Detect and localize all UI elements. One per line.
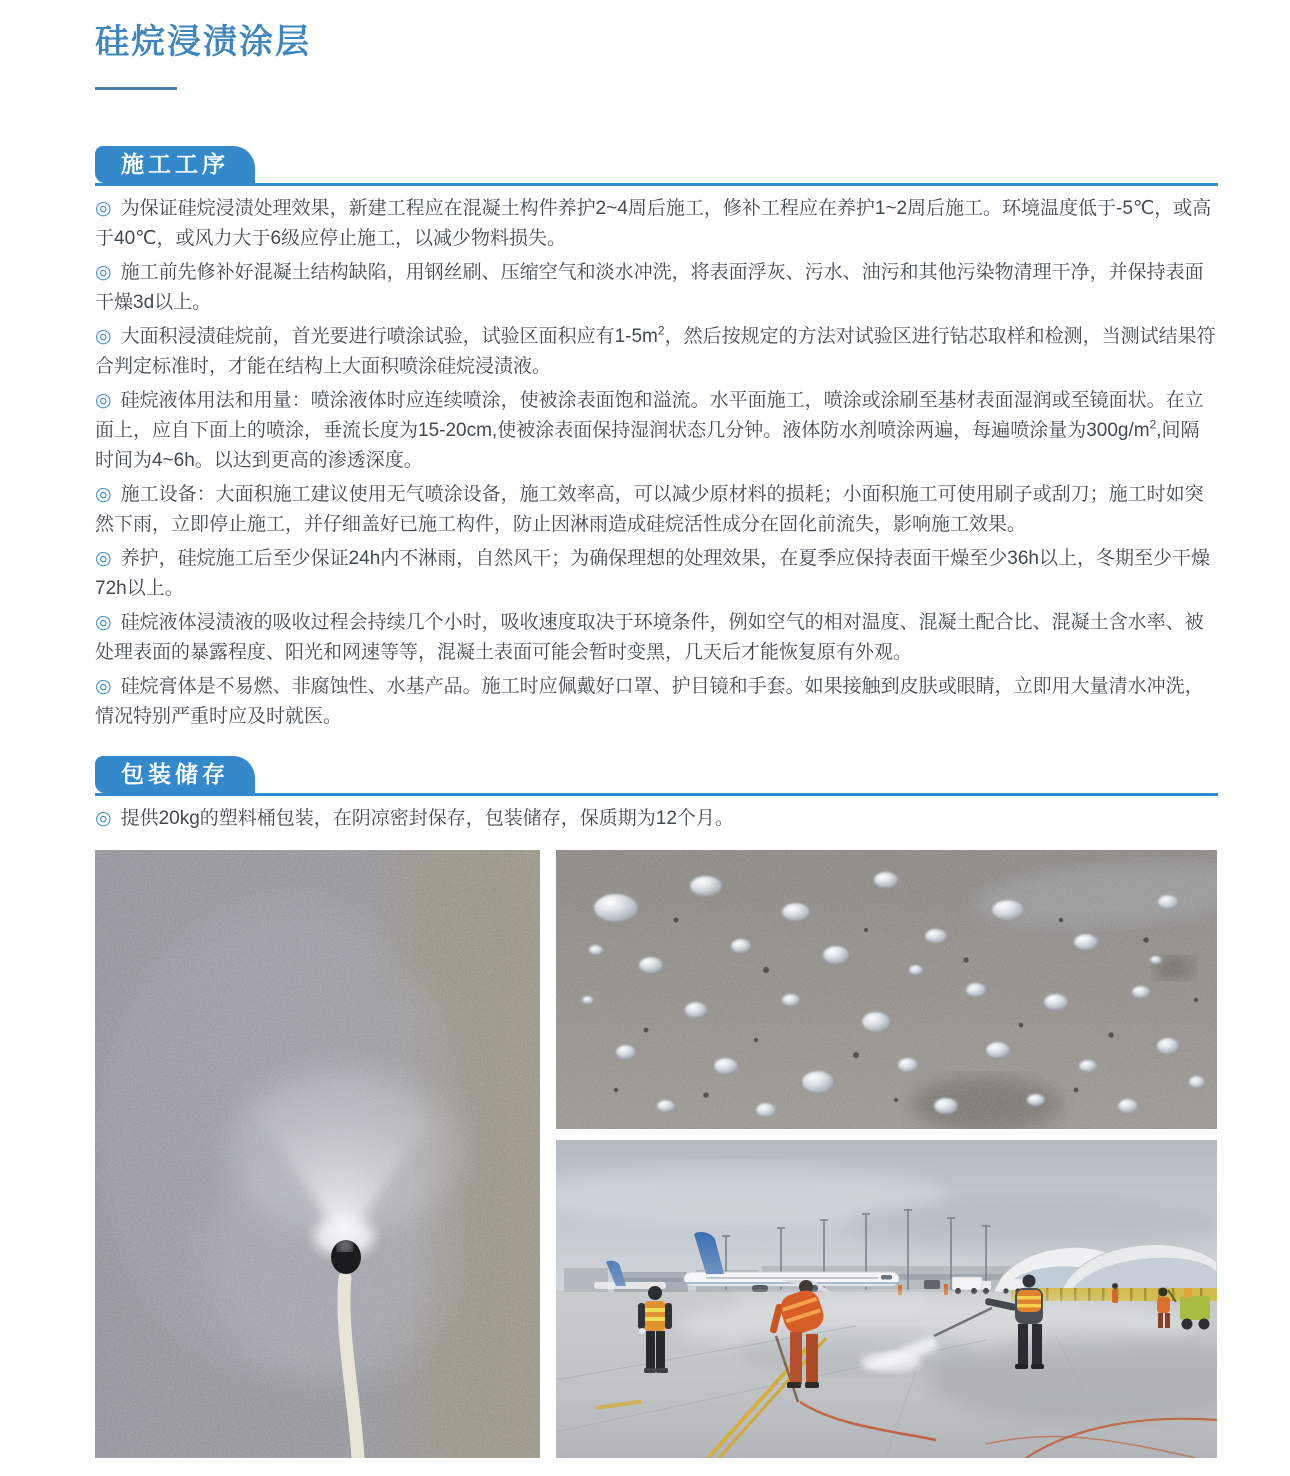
airport-illustration xyxy=(556,1140,1217,1458)
bullet-icon: ◎ xyxy=(95,676,112,697)
page-title: 硅烷浸渍涂层 xyxy=(95,23,311,61)
paragraph xyxy=(95,480,1218,540)
bullet-icon: ◎ xyxy=(95,326,112,347)
wall-spray-illustration xyxy=(95,850,540,1458)
paragraph xyxy=(95,608,1218,668)
paragraph xyxy=(95,258,1218,318)
section-tab-construction-procedure: 施工工序 xyxy=(95,146,255,183)
section-header-rule xyxy=(95,756,1218,796)
bullet-icon: ◎ xyxy=(95,390,112,411)
bullet-icon: ◎ xyxy=(95,262,112,283)
droplets-illustration xyxy=(556,850,1217,1129)
paragraph-text: ，然后按规定的方法对试验区进行钻芯取样和检测，当测试结果符合判定标准时，才能在结构上大面积喷涂硅烷浸渍液。 xyxy=(95,326,1216,377)
bullet-icon: ◎ xyxy=(95,808,112,829)
paragraph xyxy=(95,386,1218,476)
paragraph xyxy=(95,322,1218,382)
paragraph-text: 养护，硅烷施工后至少保证24h内不淋雨，自然风干；为确保理想的处理效果，在夏季应保持表面干燥至少36h以上，冬期至少干燥72h以上。 xyxy=(95,548,1210,599)
paragraph-text: 施工前先修补好混凝土结构缺陷，用钢丝刷、压缩空气和淡水冲洗，将表面浮灰、污水、油污和其他污染物清理干净，并保持表面干燥3d以上。 xyxy=(95,262,1204,313)
paragraph-text: 硅烷液体浸渍液的吸收过程会持续几个小时，吸收速度取决于环境条件，例如空气的相对温度、混凝土配合比、混凝土含水率、被处理表面的暴露程度、阳光和网速等等，混凝土表面可能会暂时变黑，几天后才能恢复原有外观。 xyxy=(95,612,1204,663)
paragraph-text: 硅烷膏体是不易燃、非腐蚀性、水基产品。施工时应佩戴好口罩、护目镜和手套。如果接触到皮肤或眼睛，立即用大量清水冲洗，情况特别严重时应及时就医。 xyxy=(95,676,1204,727)
paragraph-text: 大面积浸渍硅烷前，首光要进行喷涂试验，试验区面积应有1-5m xyxy=(120,326,658,347)
section-body-construction xyxy=(95,194,1218,732)
title-underline-divider xyxy=(95,87,177,90)
bullet-icon: ◎ xyxy=(95,484,112,505)
paragraph-text: 硅烷液体用法和用量：喷涂液体时应连续喷涂，使被涂表面饱和溢流。水平面施工，喷涂或涂刷至基材表面湿润或至镜面状。在立面上，应自下面上的喷涂，垂流长度为15-20cm,使被涂表面保持湿润状态几分钟。液体防水剂喷涂两遍，每遍喷涂量为300g/m xyxy=(95,390,1204,441)
photo-gallery xyxy=(95,850,1218,1458)
paragraph xyxy=(95,672,1218,732)
paragraph-text: 为保证硅烷浸渍处理效果，新建工程应在混凝土构件养护2~4周后施工，修补工程应在养护1~2周后施工。环境温度低于-5℃，或高于40℃，或风力大于6级应停止施工，以减少物料损失。 xyxy=(95,198,1212,249)
bullet-icon: ◎ xyxy=(95,548,112,569)
paragraph-text: ,间隔时间为4~6h。以达到更高的渗透深度。 xyxy=(95,420,1200,471)
superscript: 2 xyxy=(657,323,665,338)
paragraph xyxy=(95,544,1218,604)
paragraph-text: 提供20kg的塑料桶包装，在阴凉密封保存，包装储存，保质期为12个月。 xyxy=(120,808,734,829)
hydrophobic-droplets-photo xyxy=(556,850,1217,1129)
wall-spray-photo xyxy=(95,850,540,1458)
paragraph xyxy=(95,194,1218,254)
paragraph-text: 施工设备：大面积施工建议使用无气喷涂设备，施工效率高，可以减少原材料的损耗；小面积施工可使用刷子或刮刀；施工时如突然下雨，立即停止施工，并仔细盖好已施工构件，防止因淋雨造成硅烷活性成分在固化前流失，影响施工效果。 xyxy=(95,484,1204,535)
paragraph xyxy=(95,804,1218,834)
section-body-packaging xyxy=(95,804,1218,834)
superscript: 2 xyxy=(1149,417,1157,432)
section-header-rule xyxy=(95,146,1218,186)
bullet-icon: ◎ xyxy=(95,198,112,219)
section-tab-packaging-storage: 包装储存 xyxy=(95,756,255,793)
airport-apron-spraying-photo xyxy=(556,1140,1217,1458)
bullet-icon: ◎ xyxy=(95,612,112,633)
